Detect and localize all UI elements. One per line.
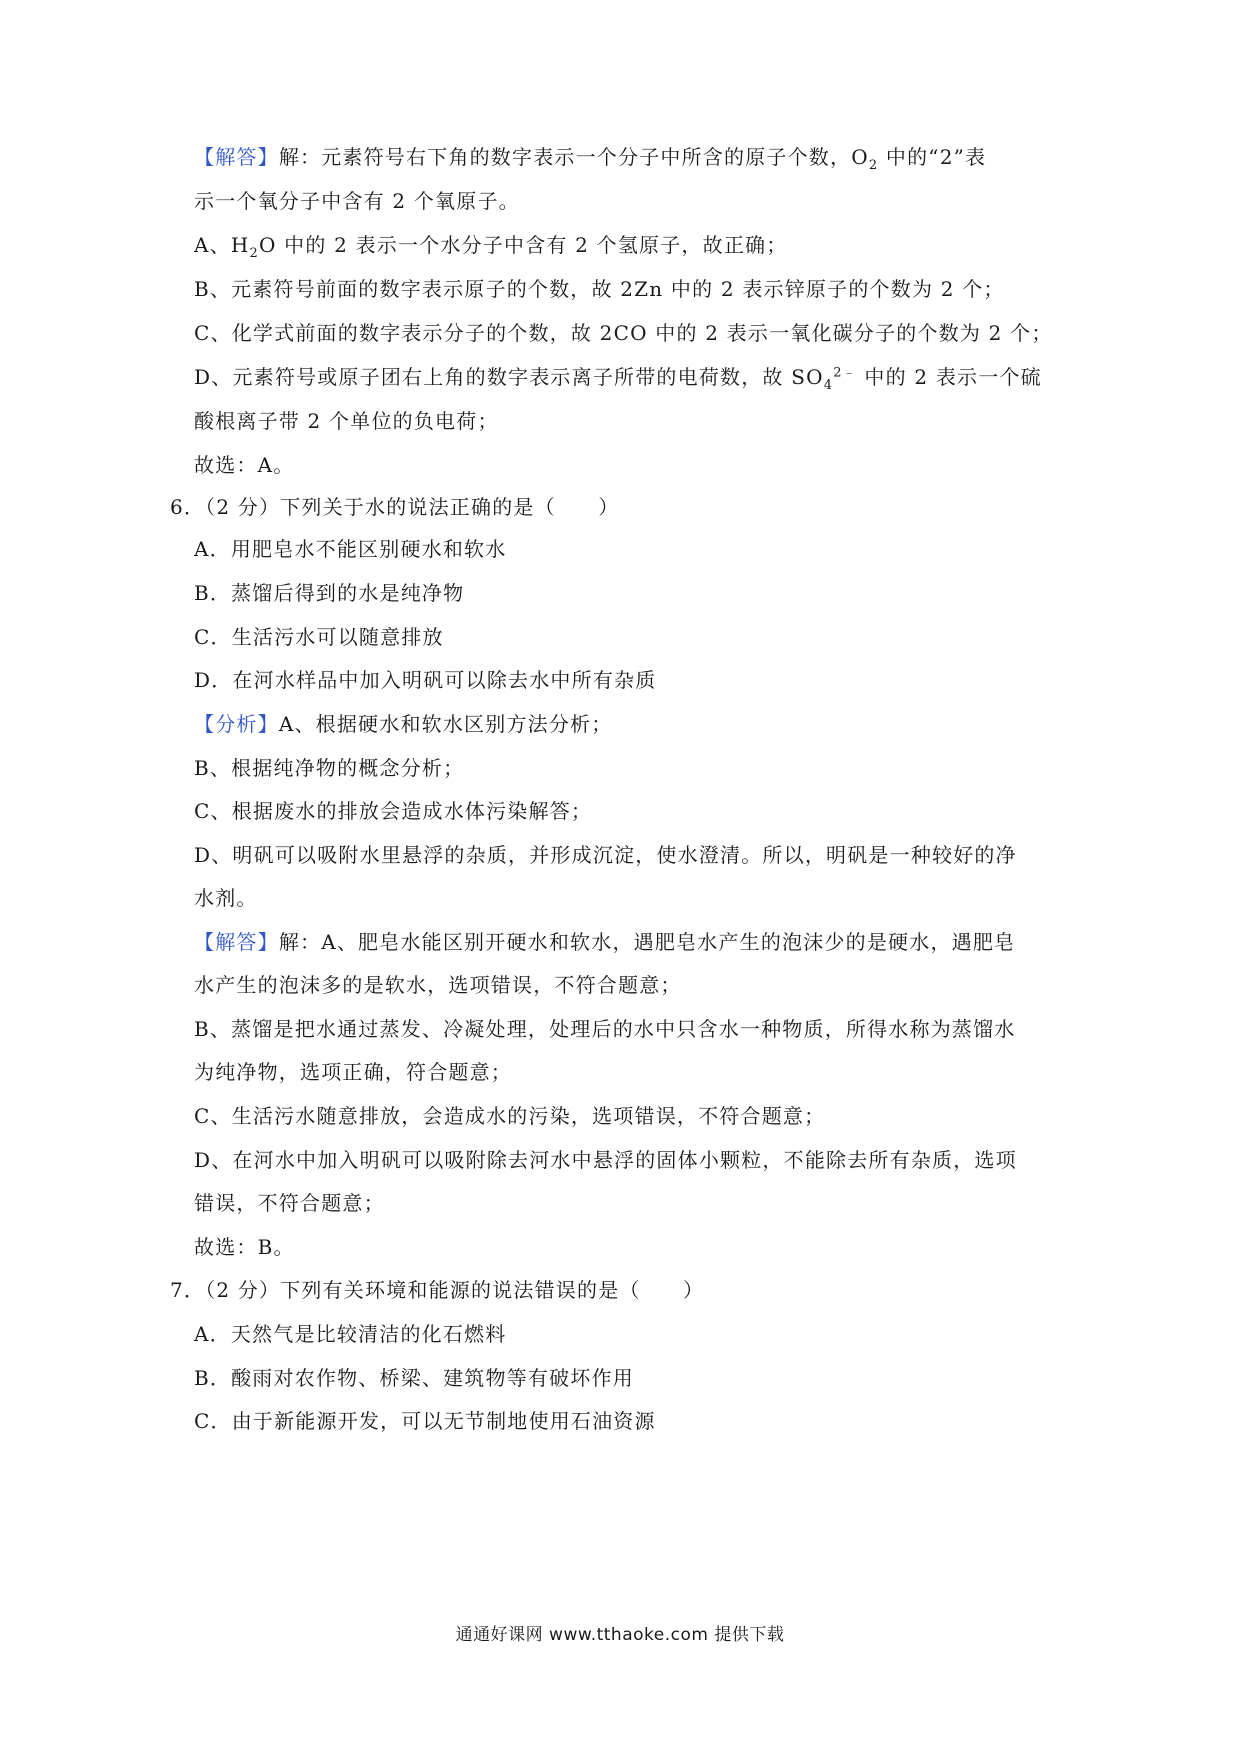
q5-answer-option-d-cont: 酸根离子带 2 个单位的负电荷； — [194, 409, 499, 433]
q6-option-d: D．在河水样品中加入明矾可以除去水中所有杂质 — [194, 668, 657, 692]
q6-option-b: B．蒸馏后得到的水是纯净物 — [194, 581, 465, 605]
q5-answer-option-a: A、$H_2O$ 中的 2 表示一个水分子中含有 2 个氢原子，故正确； — [194, 233, 788, 261]
q7-option-a: A．天然气是比较清洁的化石燃料 — [194, 1322, 507, 1346]
q6-option-a: A．用肥皂水不能区别硬水和软水 — [194, 537, 507, 561]
formula-o2: $O_2$ — [851, 145, 879, 173]
text: 中的“2”表 — [878, 145, 987, 169]
q6-answer-line-2: 水产生的泡沫多的是软水，选项错误，不符合题意； — [194, 973, 682, 997]
page-footer: 通通好课网 www.tthaoke.com 提供下载 — [455, 1625, 785, 1645]
q5-answer-option-d: D、元素符号或原子团右上角的数字表示离子所带的电荷数，故 $SO_4^{2﹣}$ 中的 2 表示一个硫 — [194, 365, 1042, 393]
q5-choice: 故选：A。 — [194, 453, 295, 477]
q5-answer-line-2: 示一个氧分子中含有 2 个氧原子。 — [194, 189, 520, 213]
q6-answer-line-1: 【解答】解：A、肥皂水能区别开硬水和软水，遇肥皂水产生的泡沫少的是硬水，遇肥皂 — [194, 930, 1016, 954]
q7-stem: 7．（2 分）下列有关环境和能源的说法错误的是（ ） — [170, 1278, 705, 1302]
analysis-tag: 【分析】 — [194, 712, 279, 736]
q6-answer-line-7: 错误，不符合题意； — [194, 1191, 385, 1215]
q6-analysis-line-1: 【分析】A、根据硬水和软水区别方法分析； — [194, 712, 613, 736]
q7-option-c: C．由于新能源开发，可以无节制地使用石油资源 — [194, 1409, 656, 1433]
q6-analysis-line-3: C、根据废水的排放会造成水体污染解答； — [194, 799, 593, 823]
q6-stem: 6．（2 分）下列关于水的说法正确的是（ ） — [170, 495, 620, 519]
q7-option-b: B．酸雨对农作物、桥梁、建筑物等有破坏作用 — [194, 1366, 634, 1390]
q6-answer-line-4: 为纯净物，选项正确，符合题意； — [194, 1060, 512, 1084]
q6-analysis-line-4: D、明矾可以吸附水里悬浮的杂质，并形成沉淀，使水澄清。所以，明矾是一种较好的净 — [194, 843, 1017, 867]
text: 解：元素符号右下角的数字表示一个分子中所含的原子个数， — [278, 145, 852, 169]
answer-tag: 【解答】 — [194, 145, 279, 169]
answer-tag: 【解答】 — [194, 930, 279, 954]
q5-answer-line-1 — [194, 143, 986, 171]
q5-answer-option-b: B、元素符号前面的数字表示原子的个数，故 2Zn 中的 2 表示锌原子的个数为 2 个； — [194, 277, 1005, 301]
q6-analysis-line-5: 水剂。 — [194, 886, 258, 910]
q6-choice: 故选：B。 — [194, 1235, 295, 1259]
formula-so4: $SO_4^{2﹣}$ — [791, 365, 857, 393]
q5-answer-option-c: C、化学式前面的数字表示分子的个数，故 2CO 中的 2 表示一氧化碳分子的个数为 2 个； — [194, 321, 1053, 345]
q6-option-c: C．生活污水可以随意排放 — [194, 625, 444, 649]
q6-answer-line-6: D、在河水中加入明矾可以吸附除去河水中悬浮的固体小颗粒，不能除去所有杂质，选项 — [194, 1148, 1017, 1172]
q6-analysis-line-2: B、根据纯净物的概念分析； — [194, 756, 465, 780]
q6-answer-line-5: C、生活污水随意排放，会造成水的污染，选项错误，不符合题意； — [194, 1104, 826, 1128]
formula-h2o: $H_2O$ — [230, 233, 277, 261]
q6-answer-line-3: B、蒸馏是把水通过蒸发、冷凝处理，处理后的水中只含水一种物质，所得水称为蒸馏水 — [194, 1017, 1016, 1041]
